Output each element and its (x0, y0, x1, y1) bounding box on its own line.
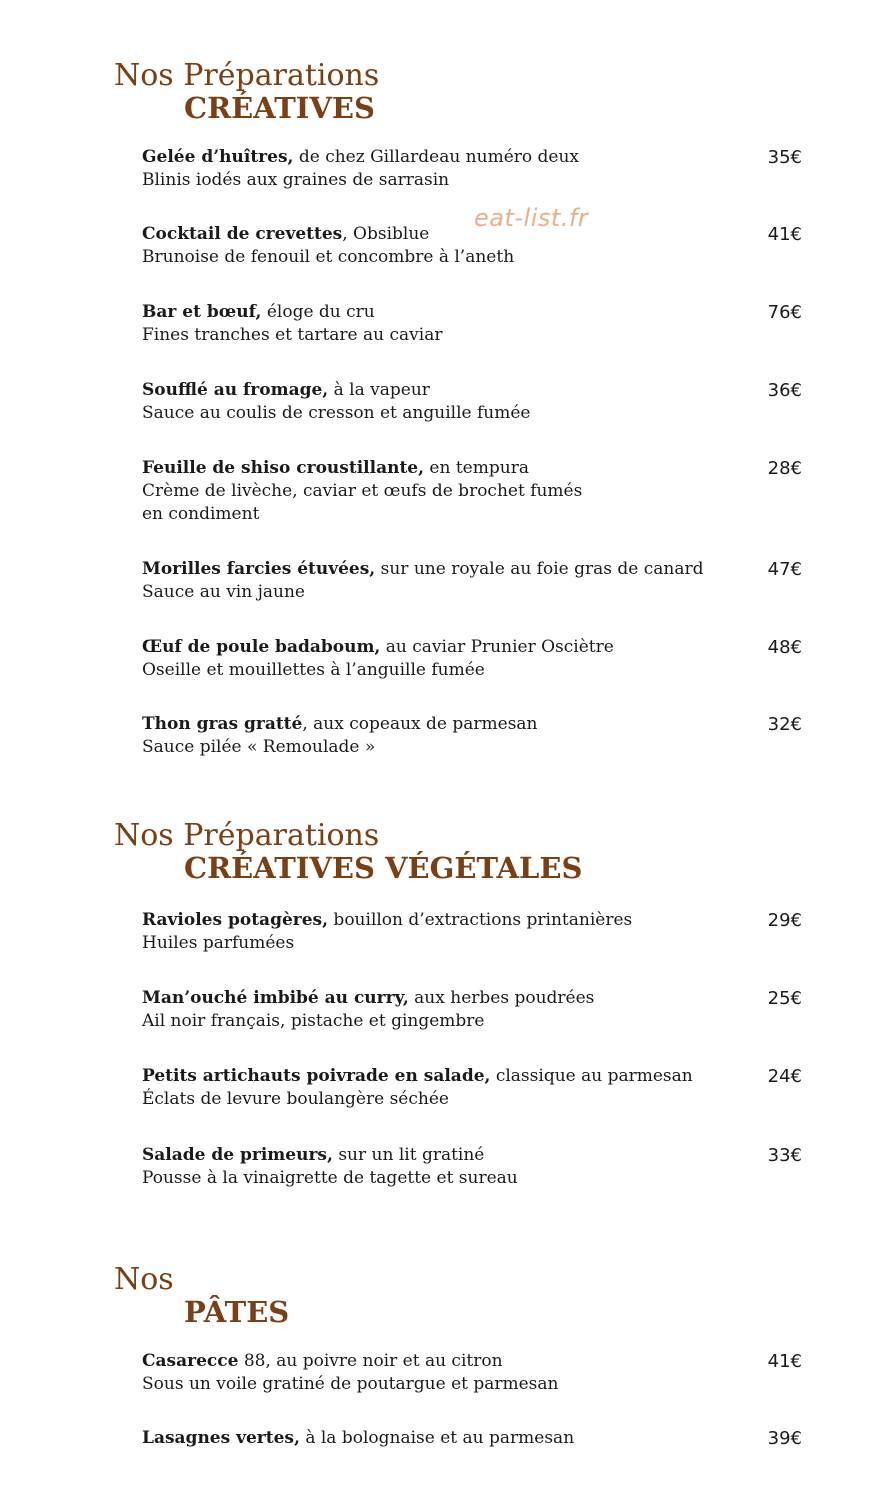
item-description: Pousse à la vinaigrette de tagette et sureau (142, 1168, 518, 1188)
item-price: 24€ (767, 1066, 802, 1087)
item-detail: , aux copeaux de parmesan (302, 714, 538, 734)
section-title-line1: Nos Préparations (114, 818, 380, 853)
item-description: Crème de livèche, caviar et œufs de brochet fumés (142, 481, 583, 501)
menu-item (142, 1065, 802, 1111)
menu-item (142, 223, 802, 269)
item-detail: à la bolognaise et au parmesan (299, 1428, 575, 1448)
item-detail: de chez Gillardeau numéro deux (293, 147, 579, 167)
item-description-line2: en condiment (142, 504, 260, 524)
section-pates (0, 1262, 874, 1449)
menu-item (142, 909, 802, 955)
menu-item (142, 636, 802, 682)
item-detail: en tempura (424, 458, 529, 478)
item-name: Œuf de poule badaboum, (142, 637, 381, 657)
item-price: 28€ (767, 458, 802, 479)
item-name: Man’ouché imbibé au curry, (142, 988, 409, 1008)
item-detail: aux herbes poudrées (408, 988, 595, 1008)
menu-item (142, 558, 802, 604)
item-price: 41€ (767, 1351, 802, 1372)
item-name: Ravioles potagères, (142, 910, 329, 930)
item-price: 76€ (767, 302, 802, 323)
item-description: Oseille et mouillettes à l’anguille fumée (142, 660, 485, 680)
item-detail: , Obsiblue (342, 224, 430, 244)
menu-item (142, 1144, 802, 1190)
menu-item (142, 146, 802, 192)
item-description: Sous un voile gratiné de poutargue et parmesan (142, 1374, 559, 1394)
item-detail: au caviar Prunier Osciètre (380, 637, 614, 657)
item-name: Thon gras gratté (142, 714, 303, 734)
item-name: Casarecce (142, 1351, 239, 1371)
item-price: 35€ (767, 147, 802, 168)
item-detail: classique au parmesan (490, 1066, 693, 1086)
item-price: 25€ (767, 988, 802, 1009)
item-name: Petits artichauts poivrade en salade, (142, 1066, 491, 1086)
item-description: Blinis iodés aux graines de sarrasin (142, 170, 450, 190)
item-detail: à la vapeur (328, 380, 430, 400)
item-detail: 88, au poivre noir et au citron (238, 1351, 503, 1371)
section-title (0, 1262, 874, 1342)
item-description: Fines tranches et tartare au caviar (142, 325, 443, 345)
item-description: Ail noir français, pistache et gingembre (142, 1011, 485, 1031)
section-title-line1: Nos (114, 1262, 174, 1297)
section-title (0, 58, 874, 138)
menu-item (142, 1350, 802, 1396)
item-name: Lasagnes vertes, (142, 1428, 300, 1448)
section-creatives-vegetales (0, 818, 874, 1188)
section-title-line2: CRÉATIVES VÉGÉTALES (184, 851, 583, 885)
menu-item (142, 301, 802, 347)
item-price: 39€ (767, 1428, 802, 1449)
item-description: Sauce au coulis de cresson et anguille fumée (142, 403, 531, 423)
menu-item (142, 379, 802, 425)
menu-item (142, 987, 802, 1033)
item-name: Cocktail de crevettes (142, 224, 343, 244)
item-price: 41€ (767, 224, 802, 245)
item-name: Bar et bœuf, (142, 302, 262, 322)
item-price: 33€ (767, 1145, 802, 1166)
section-title-line2: PÂTES (184, 1295, 290, 1329)
item-description: Huiles parfumées (142, 933, 295, 953)
watermark: eat-list.fr (474, 204, 589, 232)
item-name: Salade de primeurs, (142, 1145, 333, 1165)
section-title (0, 818, 874, 898)
item-price: 48€ (767, 637, 802, 658)
item-price: 47€ (767, 559, 802, 580)
menu-item (142, 457, 802, 526)
menu-item (142, 713, 802, 759)
item-detail: sur un lit gratiné (332, 1145, 485, 1165)
item-detail: bouillon d’extractions printanières (328, 910, 633, 930)
item-name: Gelée d’huîtres, (142, 147, 294, 167)
item-description: Sauce pilée « Remoulade » (142, 737, 376, 757)
item-description: Sauce au vin jaune (142, 582, 305, 602)
item-description: Brunoise de fenouil et concombre à l’aneth (142, 247, 515, 267)
item-description: Éclats de levure boulangère séchée (142, 1089, 449, 1109)
item-name: Soufflé au fromage, (142, 380, 329, 400)
item-name: Morilles farcies étuvées, (142, 559, 376, 579)
item-price: 29€ (767, 910, 802, 931)
item-name: Feuille de shiso croustillante, (142, 458, 425, 478)
item-detail: sur une royale au foie gras de canard (375, 559, 704, 579)
menu-item (142, 1427, 802, 1450)
item-detail: éloge du cru (261, 302, 375, 322)
item-price: 32€ (767, 714, 802, 735)
section-title-line1: Nos Préparations (114, 58, 380, 93)
item-price: 36€ (767, 380, 802, 401)
section-title-line2: CRÉATIVES (184, 91, 375, 125)
